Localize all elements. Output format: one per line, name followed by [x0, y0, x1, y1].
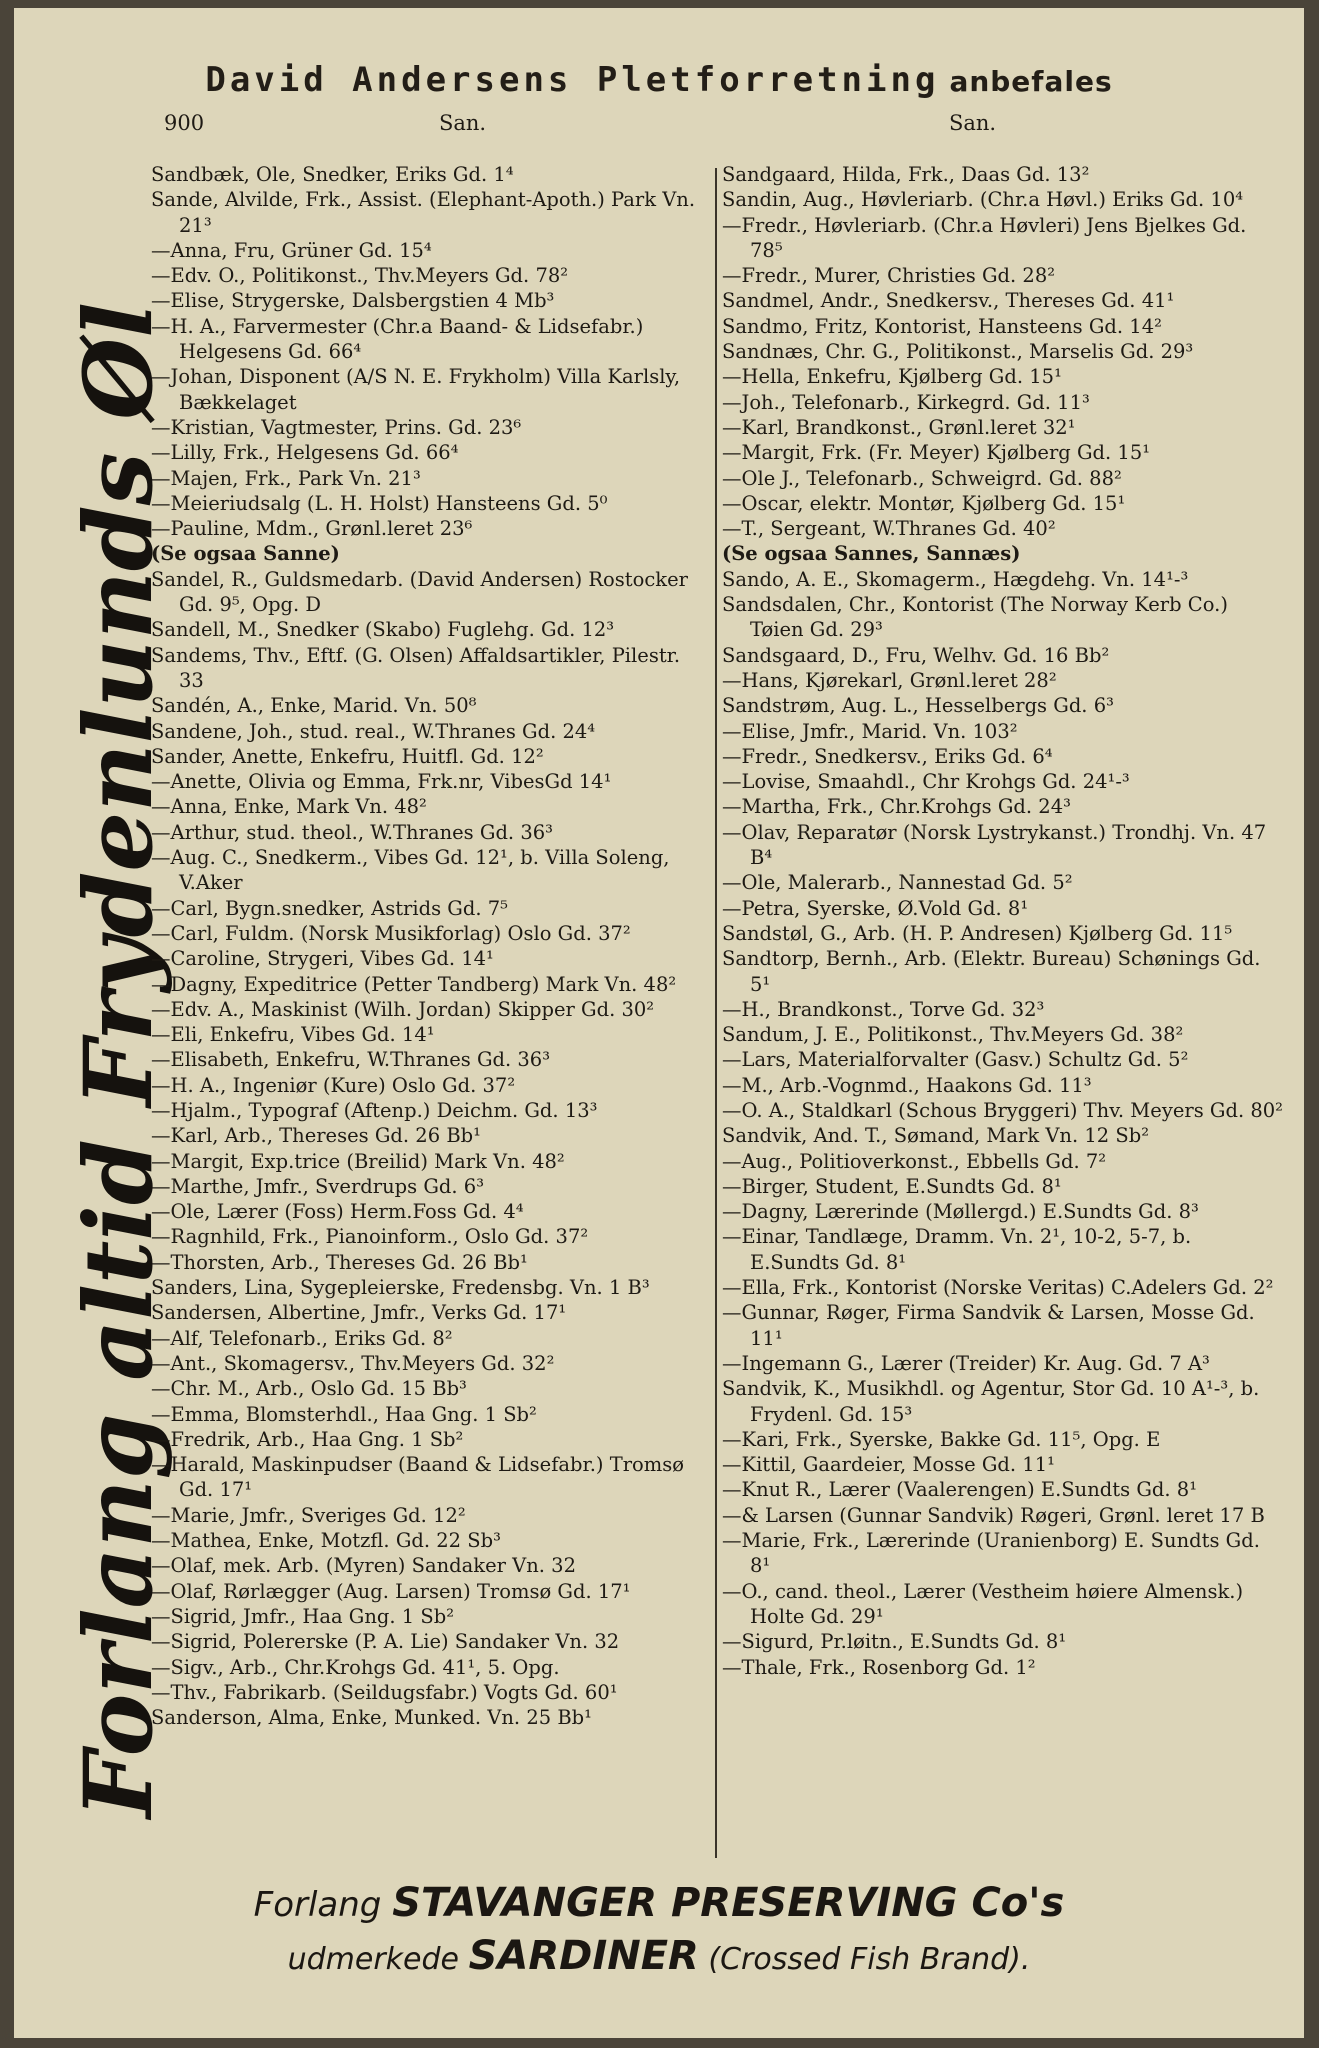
directory-entry: —Sigrid, Polererske (P. A. Lie) Sandaker Vn. 32 — [151, 1630, 620, 1654]
footer-advertisement-line1 — [14, 1880, 1304, 1926]
left-column — [151, 162, 708, 1730]
banner-suffix: anbefales — [949, 65, 1113, 98]
directory-entry: Sandtorp, Bernh., Arb. (Elektr. Bureau) Schønings Gd. 5¹ — [722, 947, 1261, 996]
directory-entry: Sander, Anette, Enkefru, Huitfl. Gd. 12² — [151, 744, 544, 768]
side-advertisement: Forlang altid Frydenlunds Øl — [64, 302, 174, 1818]
directory-entry: —Aug. C., Snedkerm., Vibes Gd. 12¹, b. Villa Soleng, V.Aker — [151, 846, 670, 895]
footer-brand: STAVANGER PRESERVING Co's — [392, 1880, 1065, 1926]
directory-entry: —Edv. O., Politikonst., Thv.Meyers Gd. 78² — [151, 264, 569, 288]
right-column — [722, 162, 1284, 1680]
directory-entry: Sanders, Lina, Sygepleierske, Fredensbg. Vn. 1 B³ — [151, 1276, 650, 1300]
directory-entry: —Marthe, Jmfr., Sverdrups Gd. 6³ — [151, 1174, 485, 1198]
directory-entry: —Olav, Reparatør (Norsk Lystrykanst.) Trondhj. Vn. 47 B⁴ — [722, 820, 1267, 870]
left-column-heading: San. — [439, 111, 487, 135]
footer-line2-post: (Crossed Fish Brand). — [708, 1942, 1031, 1977]
directory-entry: —Lilly, Frk., Helgesens Gd. 66⁴ — [151, 441, 459, 465]
directory-entry: —Marie, Frk., Lærerinde (Uranienborg) E. Sundts Gd. 8¹ — [722, 1529, 1260, 1578]
directory-entry: —Dagny, Expeditrice (Petter Tandberg) Mark Vn. 48² — [151, 972, 677, 996]
directory-entry: —Olaf, mek. Arb. (Myren) Sandaker Vn. 32 — [151, 1554, 576, 1578]
directory-entry: —Margit, Frk. (Fr. Meyer) Kjølberg Gd. 15¹ — [722, 441, 1151, 465]
footer-line2-pre: udmerkede — [287, 1942, 460, 1977]
directory-entry: —H., Brandkonst., Torve Gd. 32³ — [722, 997, 1045, 1021]
directory-entry: Sanderson, Alma, Enke, Munked. Vn. 25 Bb¹ — [151, 1706, 592, 1730]
directory-entry: —Ingemann G., Lærer (Treider) Kr. Aug. Gd. 7 A³ — [722, 1351, 1210, 1375]
directory-entry: Sandell, M., Snedker (Skabo) Fuglehg. Gd. 12³ — [151, 618, 615, 642]
directory-entry: —Fredr., Snedkersv., Eriks Gd. 6⁴ — [722, 744, 1053, 768]
directory-entry: —Hella, Enkefru, Kjølberg Gd. 15¹ — [722, 365, 1062, 389]
banner-title: David Andersens Pletforretning — [205, 60, 940, 100]
directory-entry: —Elise, Strygerske, Dalsbergstien 4 Mb³ — [151, 289, 555, 313]
directory-entry: —Karl, Arb., Thereses Gd. 26 Bb¹ — [151, 1124, 481, 1148]
directory-entry: —Karl, Brandkonst., Grønl.leret 32¹ — [722, 415, 1076, 439]
directory-entry: Sandvik, K., Musikhdl. og Agentur, Stor Gd. 10 A¹-³, b. Frydenl. Gd. 15³ — [722, 1377, 1260, 1426]
directory-entry: Sandnæs, Chr. G., Politikonst., Marselis Gd. 29³ — [722, 340, 1194, 364]
directory-entry: —Majen, Frk., Park Vn. 21³ — [151, 466, 421, 490]
directory-entry: —Chr. M., Arb., Oslo Gd. 15 Bb³ — [151, 1377, 467, 1401]
directory-entry: —Einar, Tandlæge, Dramm. Vn. 2¹, 10-2, 5-7, b. E.Sundts Gd. 8¹ — [722, 1225, 1192, 1274]
footer-line1-pre: Forlang — [253, 1885, 382, 1925]
directory-entry: (Se ogsaa Sanne) — [151, 542, 340, 566]
right-column-heading: San. — [949, 111, 997, 135]
directory-entry: Sandems, Thv., Eftf. (G. Olsen) Affaldsartikler, Pilestr. 33 — [151, 643, 681, 692]
directory-entry: —Johan, Disponent (A/S N. E. Frykholm) Villa Karlsly, Bækkelaget — [151, 365, 681, 414]
directory-entry: —Thv., Fabrikarb. (Seildugsfabr.) Vogts Gd. 60¹ — [151, 1680, 618, 1704]
directory-entry: —Alf, Telefonarb., Eriks Gd. 8² — [151, 1326, 453, 1350]
directory-entry: —Olaf, Rørlægger (Aug. Larsen) Tromsø Gd. 17¹ — [151, 1579, 631, 1603]
directory-entry: —Elise, Jmfr., Marid. Vn. 103² — [722, 719, 1018, 743]
directory-entry: —Birger, Student, E.Sundts Gd. 8¹ — [722, 1174, 1062, 1198]
directory-page — [14, 8, 1304, 2038]
footer-advertisement-line2 — [14, 1933, 1304, 1979]
column-divider — [715, 168, 717, 1858]
directory-entry: Sandersen, Albertine, Jmfr., Verks Gd. 17¹ — [151, 1301, 567, 1325]
directory-entry: —Meieriudsalg (L. H. Holst) Hansteens Gd. 5⁰ — [151, 491, 608, 515]
directory-entry: —O., cand. theol., Lærer (Vestheim høiere Almensk.) Holte Gd. 29¹ — [722, 1579, 1244, 1628]
directory-entry: —Lars, Materialforvalter (Gasv.) Schultz Gd. 5² — [722, 1048, 1189, 1072]
page-number: 900 — [164, 111, 205, 135]
directory-entry: —Gunnar, Røger, Firma Sandvik & Larsen, Mosse Gd. 11¹ — [722, 1301, 1255, 1350]
directory-entry: —Thorsten, Arb., Thereses Gd. 26 Bb¹ — [151, 1250, 528, 1274]
directory-entry: —O. A., Staldkarl (Schous Bryggeri) Thv. Meyers Gd. 80² — [722, 1098, 1283, 1122]
directory-entry: Sandvik, And. T., Sømand, Mark Vn. 12 Sb² — [722, 1124, 1150, 1148]
directory-entry: —Kittil, Gaardeier, Mosse Gd. 11¹ — [722, 1453, 1055, 1477]
directory-entry: —Hans, Kjørekarl, Grønl.leret 28² — [722, 668, 1057, 692]
directory-entry: —Oscar, elektr. Montør, Kjølberg Gd. 15¹ — [722, 491, 1126, 515]
footer-product: SARDINER — [468, 1933, 699, 1979]
directory-entry: —Knut R., Lærer (Vaalerengen) E.Sundts Gd. 8¹ — [722, 1478, 1198, 1502]
directory-entry: —Edv. A., Maskinist (Wilh. Jordan) Skipper Gd. 30² — [151, 997, 655, 1021]
directory-entry: Sande, Alvilde, Frk., Assist. (Elephant-Apoth.) Park Vn. 21³ — [151, 188, 696, 237]
directory-entry: —Margit, Exp.trice (Breilid) Mark Vn. 48² — [151, 1149, 565, 1173]
directory-entry: —Arthur, stud. theol., W.Thranes Gd. 36³ — [151, 820, 553, 844]
directory-entry: —Ole J., Telefonarb., Schweigrd. Gd. 88² — [722, 466, 1122, 490]
directory-entry: —Fredrik, Arb., Haa Gng. 1 Sb² — [151, 1427, 464, 1451]
directory-entry: Sandel, R., Guldsmedarb. (David Andersen) Rostocker Gd. 9⁵, Opg. D — [151, 567, 688, 617]
directory-entry: —Ella, Frk., Kontorist (Norske Veritas) C.Adelers Gd. 2² — [722, 1276, 1274, 1300]
directory-entry: —Emma, Blomsterhdl., Haa Gng. 1 Sb² — [151, 1402, 537, 1426]
directory-entry: —Ole, Lærer (Foss) Herm.Foss Gd. 4⁴ — [151, 1200, 524, 1224]
directory-entry: —Anna, Fru, Grüner Gd. 15⁴ — [151, 238, 432, 262]
directory-entry: —Aug., Politioverkonst., Ebbells Gd. 7² — [722, 1149, 1107, 1173]
directory-entry: —Pauline, Mdm., Grønl.leret 23⁶ — [151, 517, 473, 541]
directory-entry: —Anna, Enke, Mark Vn. 48² — [151, 795, 427, 819]
directory-entry: —Mathea, Enke, Motzfl. Gd. 22 Sb³ — [151, 1529, 501, 1553]
directory-entry: —Ant., Skomagersv., Thv.Meyers Gd. 32² — [151, 1351, 555, 1375]
directory-entry: —Anette, Olivia og Emma, Frk.nr, VibesGd 14¹ — [151, 770, 612, 794]
top-advertisement — [14, 60, 1304, 100]
directory-entry: —Carl, Fuldm. (Norsk Musikforlag) Oslo Gd. 37² — [151, 921, 631, 945]
directory-entry: Sandsdalen, Chr., Kontorist (The Norway Kerb Co.) Tøien Gd. 29³ — [722, 593, 1228, 642]
directory-entry: —Harald, Maskinpudser (Baand & Lidsefabr.) Tromsø Gd. 17¹ — [151, 1453, 685, 1502]
directory-entry: —Caroline, Strygeri, Vibes Gd. 14¹ — [151, 947, 494, 971]
directory-entry: —& Larsen (Gunnar Sandvik) Røgeri, Grønl. leret 17 B — [722, 1503, 1265, 1527]
directory-entry: —Petra, Syerske, Ø.Vold Gd. 8¹ — [722, 896, 1029, 920]
directory-entry: Sandstøl, G., Arb. (H. P. Andresen) Kjølberg Gd. 11⁵ — [722, 921, 1233, 945]
directory-entry: Sandmel, Andr., Snedkersv., Thereses Gd. 41¹ — [722, 289, 1175, 313]
directory-entry: —M., Arb.-Vognmd., Haakons Gd. 11³ — [722, 1073, 1092, 1097]
directory-entry: —Carl, Bygn.snedker, Astrids Gd. 7⁵ — [151, 896, 508, 920]
directory-entry: —Martha, Frk., Chr.Krohgs Gd. 24³ — [722, 795, 1071, 819]
directory-entry: —Marie, Jmfr., Sveriges Gd. 12² — [151, 1503, 466, 1527]
directory-entry: —Dagny, Lærerinde (Møllergd.) E.Sundts Gd. 8³ — [722, 1200, 1199, 1224]
directory-entry: —Elisabeth, Enkefru, W.Thranes Gd. 36³ — [151, 1048, 551, 1072]
directory-entry: —Sigv., Arb., Chr.Krohgs Gd. 41¹, 5. Opg. — [151, 1655, 560, 1679]
directory-entry: —T., Sergeant, W.Thranes Gd. 40² — [722, 517, 1056, 541]
directory-entry: —Thale, Frk., Rosenborg Gd. 1² — [722, 1655, 1036, 1679]
directory-entry: —Kristian, Vagtmester, Prins. Gd. 23⁶ — [151, 415, 522, 439]
directory-entry: Sandbæk, Ole, Snedker, Eriks Gd. 1⁴ — [151, 163, 514, 186]
directory-entry: —Eli, Enkefru, Vibes Gd. 14¹ — [151, 1023, 435, 1047]
directory-entry: —Ragnhild, Frk., Pianoinform., Oslo Gd. 37² — [151, 1225, 589, 1249]
directory-entry: —Lovise, Smaahdl., Chr Krohgs Gd. 24¹-³ — [722, 770, 1130, 794]
directory-entry: —Fredr., Høvleriarb. (Chr.a Høvleri) Jens Bjelkes Gd. 78⁵ — [722, 213, 1247, 262]
directory-entry: Sandmo, Fritz, Kontorist, Hansteens Gd. 14² — [722, 314, 1162, 338]
directory-entry: Sandene, Joh., stud. real., W.Thranes Gd. 24⁴ — [151, 719, 596, 743]
directory-entry: —Joh., Telefonarb., Kirkegrd. Gd. 11³ — [722, 390, 1090, 414]
directory-entry: —Hjalm., Typograf (Aftenp.) Deichm. Gd. 13³ — [151, 1098, 598, 1122]
directory-entry: —Sigurd, Pr.løitn., E.Sundts Gd. 8¹ — [722, 1630, 1067, 1654]
directory-entry: Sandsgaard, D., Fru, Welhv. Gd. 16 Bb² — [722, 643, 1110, 667]
directory-entry: —H. A., Ingeniør (Kure) Oslo Gd. 37² — [151, 1073, 516, 1097]
directory-entry: Sandstrøm, Aug. L., Hesselbergs Gd. 6³ — [722, 694, 1114, 718]
directory-entry: Sando, A. E., Skomagerm., Hægdehg. Vn. 14¹-³ — [722, 567, 1189, 591]
directory-entry: Sandgaard, Hilda, Frk., Daas Gd. 13² — [722, 163, 1090, 186]
directory-entry: —Fredr., Murer, Christies Gd. 28² — [722, 264, 1056, 288]
directory-entry: Sandin, Aug., Høvleriarb. (Chr.a Høvl.) Eriks Gd. 10⁴ — [722, 188, 1244, 212]
directory-entry: —Sigrid, Jmfr., Haa Gng. 1 Sb² — [151, 1604, 455, 1628]
directory-entry: —Kari, Frk., Syerske, Bakke Gd. 11⁵, Opg. E — [722, 1427, 1161, 1451]
directory-entry: Sandum, J. E., Politikonst., Thv.Meyers Gd. 38² — [722, 1023, 1184, 1047]
directory-entry: —Ole, Malerarb., Nannestad Gd. 5² — [722, 871, 1073, 895]
directory-entry: —H. A., Farvermester (Chr.a Baand- & Lidsefabr.) Helgesens Gd. 66⁴ — [151, 314, 644, 364]
directory-entry: Sandén, A., Enke, Marid. Vn. 50⁸ — [151, 694, 477, 718]
directory-entry: (Se ogsaa Sannes, Sannæs) — [722, 542, 1021, 566]
